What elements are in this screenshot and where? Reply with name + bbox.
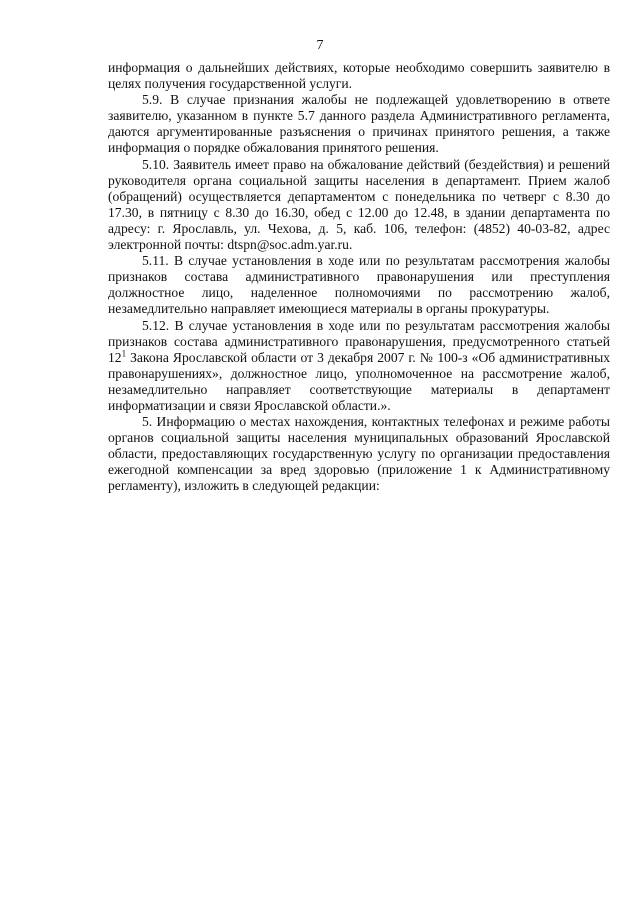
article-superscript: 1 — [121, 348, 127, 359]
paragraph-5-12-text-end: Закона Ярославской области от 3 декабря 2007 г. № 100-з «Об административных правонарушениях», должностное лицо, уполномоченное на рассмотрение жалоб, незамедлительно направляет соответствующие материалы в департамент информатизации и связи Ярославской области.». — [108, 349, 610, 413]
paragraph-5-11: 5.11. В случае установления в ходе или по результатам рассмотрения жалобы признаков состава административного правонарушения или преступления должностное лицо, наделенное полномочиями по рассмотрению жалоб, незамедлительно направляет имеющиеся материалы в органы прокуратуры. — [108, 253, 610, 317]
paragraph-5-10: 5.10. Заявитель имеет право на обжалование действий (бездействия) и решений руководителя органа социальной защиты населения в департамент. Прием жалоб (обращений) осуществляется департаментом с понедельника по четверг с 8.30 до 17.30, в пятницу с 8.30 до 16.30, обед с 12.00 до 12.48, в здании департамента по адресу: г. Ярославль, ул. Чехова, д. 5, каб. 106, телефон: (4852) 40-03-82, адрес электронной почты: dtspn@soc.adm.yar.ru. — [108, 156, 610, 253]
paragraph-item-5: 5. Информацию о местах нахождения, контактных телефонах и режиме работы органов социальной защиты населения муниципальных образований Ярославской области, предоставляющих государственную услугу по организации предоставления ежегодной компенсации за вред здоровью (приложение 1 к Административному регламенту), изложить в следующей редакции: — [108, 414, 610, 494]
paragraph-5-12 — [108, 318, 610, 415]
document-body — [108, 60, 610, 495]
page-number: 7 — [316, 38, 324, 53]
paragraph-continuation: информация о дальнейших действиях, которые необходимо совершить заявителю в целях получения государственной услуги. — [108, 60, 610, 92]
paragraph-5-12-text-start: 5.12. В случае установления в ходе или по результатам рассмотрения жалобы признаков состава административного правонарушения, предусмотренного статьей 12 — [108, 317, 610, 365]
paragraph-5-9: 5.9. В случае признания жалобы не подлежащей удовлетворению в ответе заявителю, указанном в пункте 5.7 данного раздела Административного регламента, даются аргументированные разъяснения о причинах принятого решения, а также информация о порядке обжалования принятого решения. — [108, 92, 610, 156]
